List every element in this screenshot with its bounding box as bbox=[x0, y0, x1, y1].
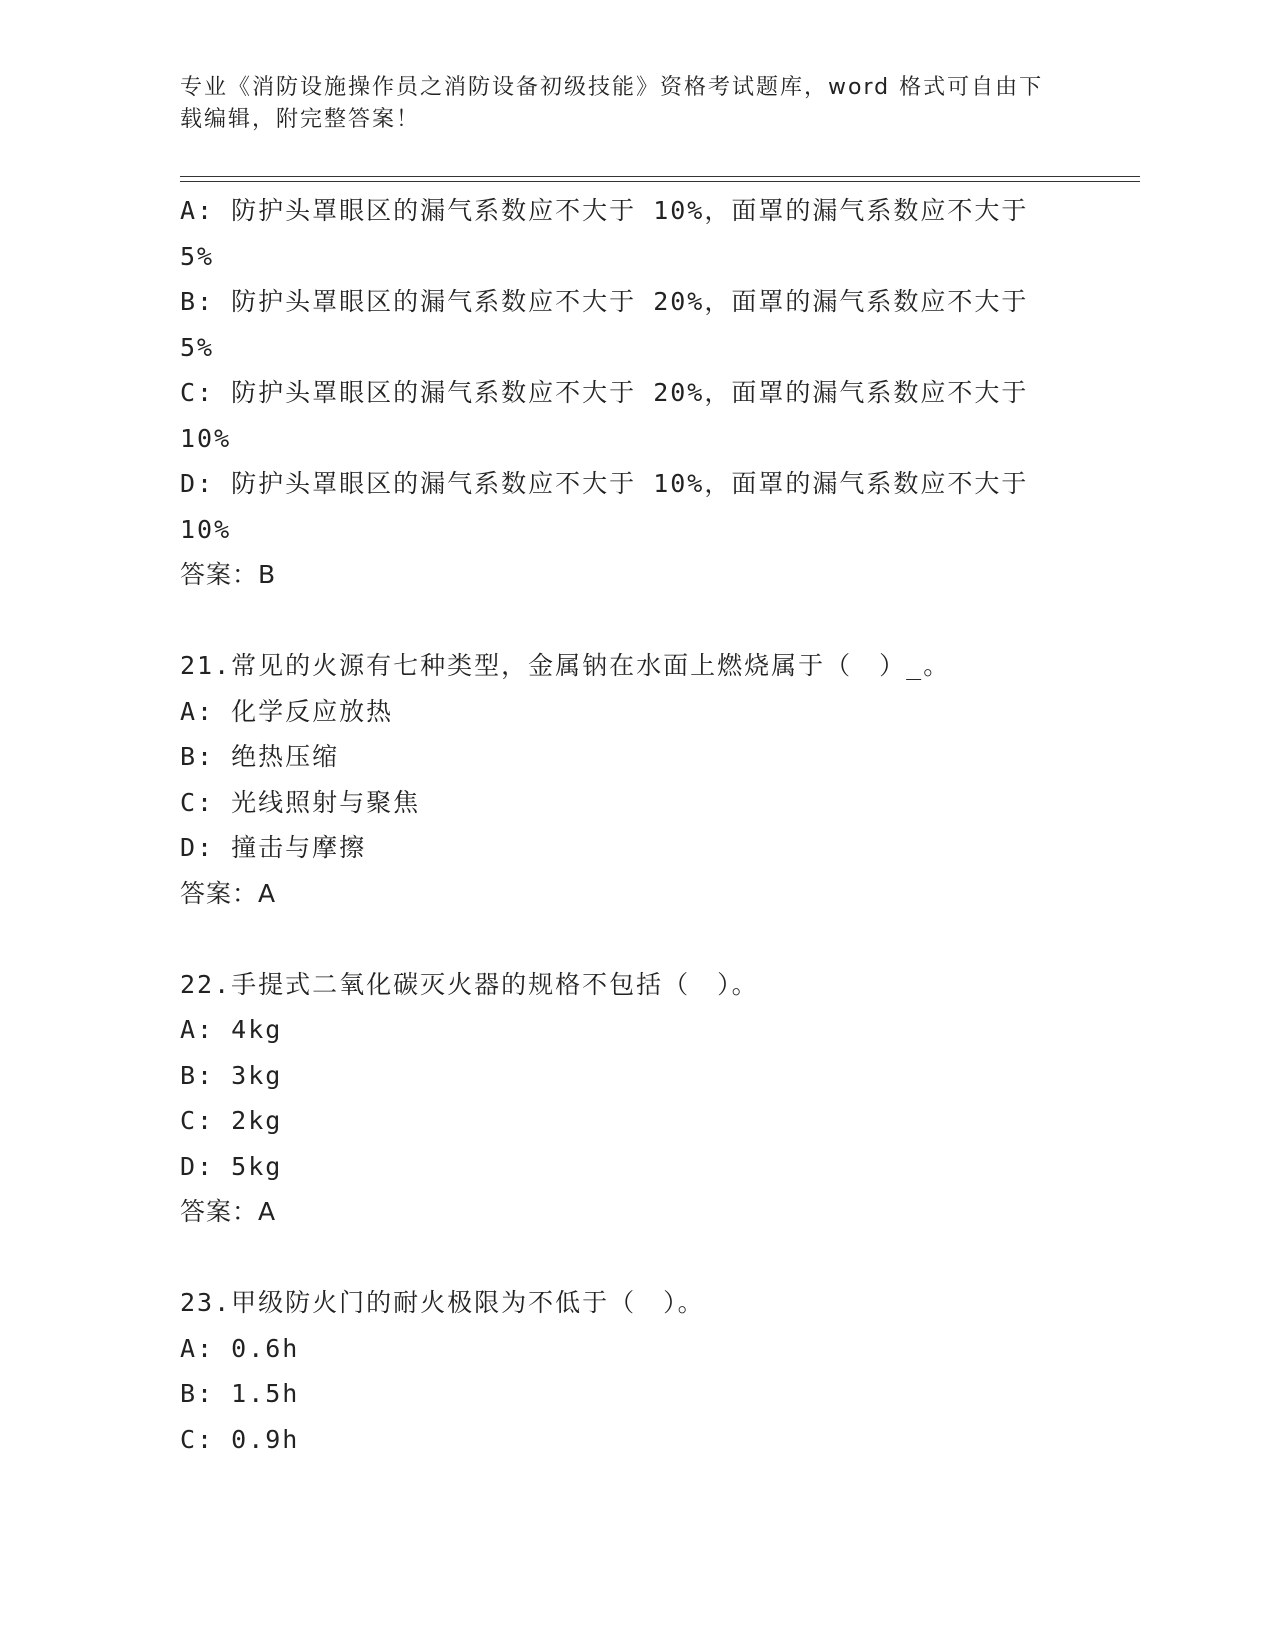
answer-label: 答案： bbox=[180, 878, 259, 908]
option-b: B: 3kg bbox=[180, 1060, 283, 1090]
question-content bbox=[180, 188, 1080, 1462]
option-c: C: 防护头罩眼区的漏气系数应不大于 20%，面罩的漏气系数应不大于 10% bbox=[180, 378, 1046, 453]
question-21 bbox=[180, 643, 1080, 916]
answer-label: 答案： bbox=[180, 560, 259, 589]
option-d: D: 防护头罩眼区的漏气系数应不大于 10%，面罩的漏气系数应不大于 10% bbox=[180, 469, 1046, 544]
question-23 bbox=[180, 1280, 1080, 1462]
spacer bbox=[180, 598, 1080, 644]
header-divider bbox=[180, 176, 1140, 182]
answer-value: B bbox=[258, 560, 277, 589]
option-d: D: 5kg bbox=[180, 1151, 283, 1181]
answer-line bbox=[180, 871, 1080, 917]
option-b: B: 1.5h bbox=[180, 1379, 300, 1408]
document-header: 专业《消防设施操作员之消防设备初级技能》资格考试题库，word 格式可自由下载编辑，附完整答案！ bbox=[180, 75, 1044, 132]
option-c: C: 0.9h bbox=[180, 1424, 300, 1454]
spacer bbox=[180, 916, 1080, 962]
option-a: A: 化学反应放热 bbox=[180, 696, 394, 726]
question-stem: 22.手提式二氧化碳灭火器的规格不包括（ ）。 bbox=[180, 969, 759, 999]
option-c: C: 2kg bbox=[180, 1106, 283, 1135]
question-stem: 21.常见的火源有七种类型，金属钠在水面上燃烧属于（ ）_。 bbox=[180, 651, 951, 680]
spacer bbox=[180, 1235, 1080, 1281]
option-c: C: 光线照射与聚焦 bbox=[180, 787, 421, 817]
option-d: D: 撞击与摩擦 bbox=[180, 833, 367, 862]
option-a: A: 0.6h bbox=[180, 1333, 300, 1363]
option-b: B: 绝热压缩 bbox=[180, 742, 340, 771]
previous-question-block bbox=[180, 188, 1080, 598]
answer-label: 答案： bbox=[180, 1197, 259, 1226]
answer-value: A bbox=[258, 1197, 277, 1226]
option-a: A: 4kg bbox=[180, 1015, 283, 1044]
answer-line bbox=[180, 552, 1080, 598]
option-a: A: 防护头罩眼区的漏气系数应不大于 10%，面罩的漏气系数应不大于 5% bbox=[180, 196, 1046, 271]
question-stem: 23.甲级防火门的耐火极限为不低于（ ）。 bbox=[180, 1288, 705, 1317]
question-22 bbox=[180, 962, 1080, 1235]
option-b: B: 防护头罩眼区的漏气系数应不大于 20%，面罩的漏气系数应不大于 5% bbox=[180, 287, 1046, 362]
answer-value: A bbox=[258, 878, 277, 908]
answer-line bbox=[180, 1189, 1080, 1235]
